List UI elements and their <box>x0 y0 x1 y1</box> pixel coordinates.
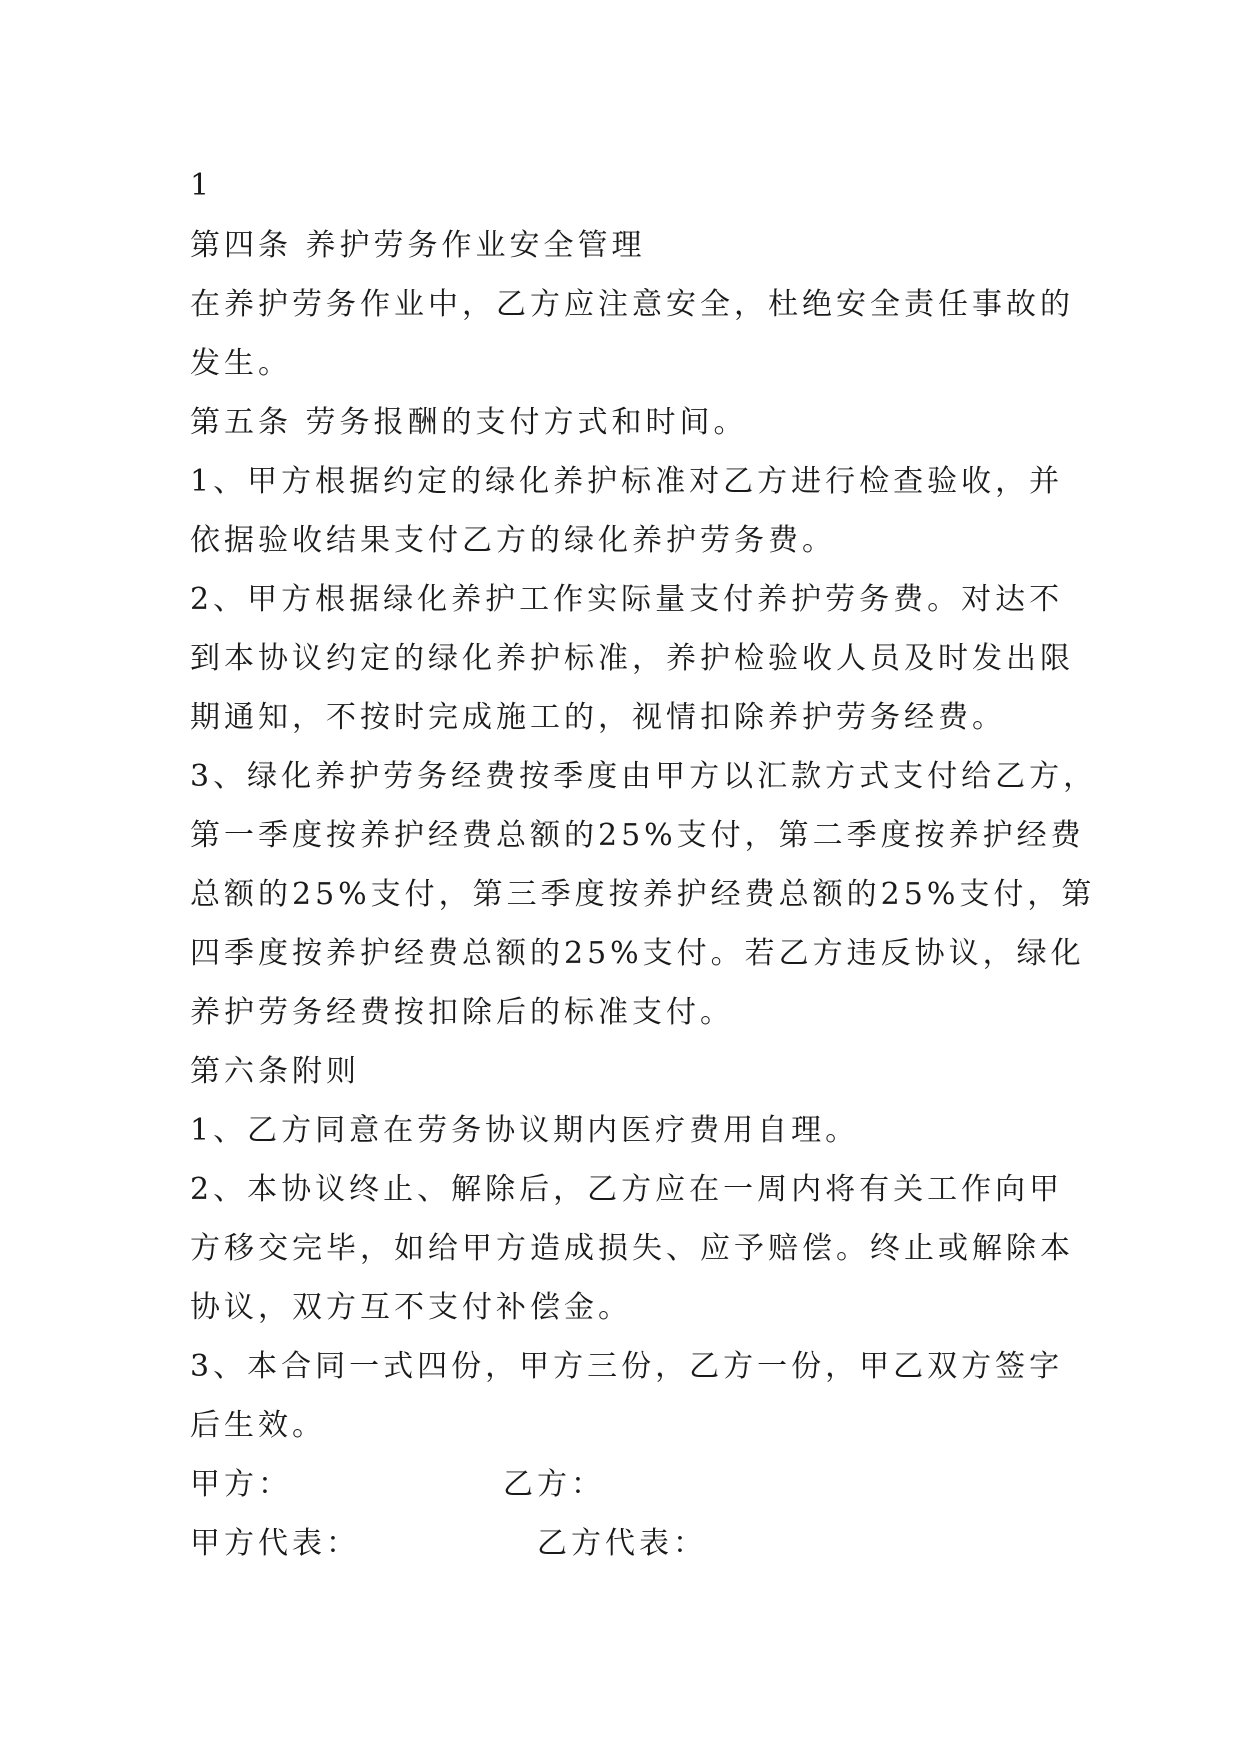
party-b-rep-label: 乙方代表： <box>537 1526 707 1561</box>
text-line: 第一季度按养护经费总额的25%支付，第二季度按养护经费 <box>190 818 1085 853</box>
article-6-heading: 第六条附则 <box>190 1054 360 1089</box>
text-line: 发生。 <box>190 346 292 381</box>
text-line: 1、乙方同意在劳务协议期内医疗费用自理。 <box>190 1113 860 1148</box>
text-line: 期通知，不按时完成施工的，视情扣除养护劳务经费。 <box>190 700 1006 735</box>
text-line: 养护劳务经费按扣除后的标准支付。 <box>190 995 734 1030</box>
text-line: 协议，双方互不支付补偿金。 <box>190 1290 632 1325</box>
article-4-heading: 第四条 养护劳务作业安全管理 <box>190 228 646 263</box>
text-line: 3、本合同一式四份，甲方三份，乙方一份，甲乙双方签字 <box>190 1349 1064 1384</box>
text-line: 方移交完毕，如给甲方造成损失、应予赔偿。终止或解除本 <box>190 1231 1074 1266</box>
text-line: 2、本协议终止、解除后，乙方应在一周内将有关工作向甲 <box>190 1172 1064 1207</box>
party-b-label: 乙方： <box>503 1467 605 1502</box>
party-a-rep-label: 甲方代表： <box>190 1526 360 1561</box>
text-line: 依据验收结果支付乙方的绿化养护劳务费。 <box>190 523 836 558</box>
text-line: 总额的25%支付，第三季度按养护经费总额的25%支付，第 <box>190 877 1096 912</box>
text-line: 2、甲方根据绿化养护工作实际量支付养护劳务费。对达不 <box>190 582 1064 617</box>
article-5-heading: 第五条 劳务报酬的支付方式和时间。 <box>190 405 748 440</box>
text-line: 到本协议约定的绿化养护标准，养护检验收人员及时发出限 <box>190 641 1074 676</box>
text-line: 3、绿化养护劳务经费按季度由甲方以汇款方式支付给乙方， <box>190 759 1098 794</box>
text-line: 后生效。 <box>190 1408 326 1443</box>
text-line: 四季度按养护经费总额的25%支付。若乙方违反协议，绿化 <box>190 936 1085 971</box>
page-number: 1 <box>190 168 214 203</box>
party-a-label: 甲方： <box>190 1467 292 1502</box>
text-line: 在养护劳务作业中，乙方应注意安全，杜绝安全责任事故的 <box>190 287 1074 322</box>
text-line: 1、甲方根据约定的绿化养护标准对乙方进行检查验收，并 <box>190 464 1064 499</box>
